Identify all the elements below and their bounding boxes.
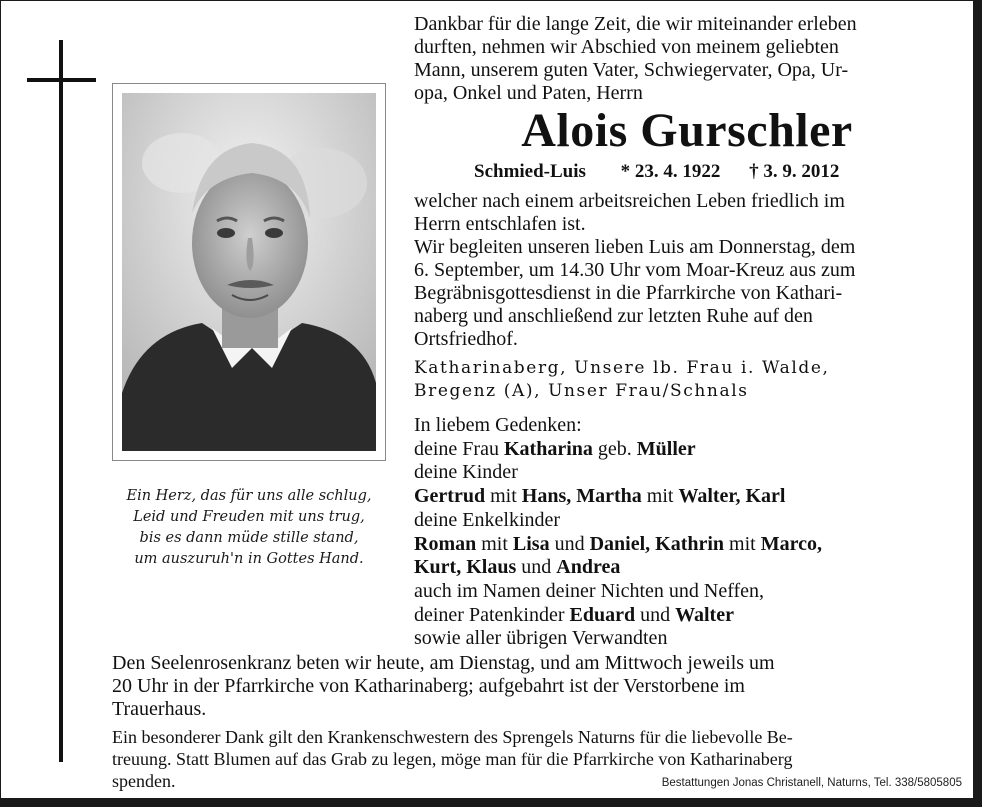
portrait-image [122,93,376,451]
relatives-line: sowie aller übrigen Verwandten [414,627,668,650]
poem-line: bis es dann müde stille stand, [139,530,359,546]
intro-line: durften, nehmen wir Abschied von meinem geliebten [414,36,839,58]
grandchildren-line: Roman mit Lisa und Daniel, Kathrin mit Marco, [414,532,822,555]
portrait-photo [122,93,376,451]
rosary-line: Den Seelenrosenkranz beten wir heute, am Dienstag, und am Mittwoch jeweils um [112,652,775,674]
intro-line: Dankbar für die lange Zeit, die wir miteinander erleben [414,13,857,35]
grandchildren-label: deine Enkelkinder [414,508,561,531]
birth-date: * 23. 4. 1922 [620,161,721,182]
godchildren-line: deiner Patenkinder Eduard und Walter [414,603,734,626]
rosary-line: 20 Uhr in der Pfarrkirche von Katharinaberg; aufgebahrt ist der Verstorbene im [112,675,745,697]
details-line: Begräbnisgottesdienst in die Pfarrkirche von Kathari- [414,282,843,304]
life-dates [474,160,839,184]
death-date: † 3. 9. 2012 [749,161,840,182]
poem-line: um auszuruh'n in Gottes Hand. [134,551,364,567]
mourners-heading: In liebem Gedenken: [414,414,582,436]
deceased-name: Alois Gurschler [521,104,853,157]
nieces-line: auch im Namen deiner Nichten und Neffen, [414,579,765,602]
details-line: Wir begleiten unseren lieben Luis am Donnerstag, dem [414,236,856,258]
memorial-poem [108,486,390,570]
children-line: Gertrud mit Hans, Martha mit Walter, Karl [414,485,786,508]
details-line: Herrn entschlafen ist. [414,213,586,235]
funeral-details [414,190,959,351]
details-line: 6. September, um 14.30 Uhr vom Moar-Kreuz aus zum [414,259,856,281]
thanks-line: treuung. Statt Blumen auf das Grab zu legen, möge man für die Pfarrkirche von Katharinaberg [112,749,793,769]
mourners-list [414,414,959,651]
portrait-frame [112,83,386,461]
places-line: Bregenz (A), Unser Frau/Schnals [414,381,749,401]
rosary-notice [112,652,957,721]
intro-line: Mann, unserem guten Vater, Schwiegervater, Opa, Ur- [414,59,849,81]
poem-line: Leid und Freuden mit uns trug, [133,509,365,525]
details-line: Ortsfriedhof. [414,328,518,350]
grandchildren-line: Kurt, Klaus und Andrea [414,556,621,579]
places-line: Katharinaberg, Unsere lb. Frau i. Walde, [414,358,830,378]
poem-line: Ein Herz, das für uns alle schlug, [126,488,372,504]
intro-text [414,13,954,105]
nickname: Schmied-Luis [474,161,586,182]
intro-line: opa, Onkel und Paten, Herrn [414,82,643,104]
children-label: deine Kinder [414,461,518,484]
details-line: welcher nach einem arbeitsreichen Leben friedlich im [414,190,845,212]
places-list [414,357,830,403]
details-line: naberg und anschließend zur letzten Ruhe auf den [414,305,813,327]
thanks-line: Ein besonderer Dank gilt den Krankenschwestern des Sprengels Naturns für die liebevolle Be- [112,727,793,747]
thanks-line: spenden. [112,771,176,791]
undertaker-credit: Bestattungen Jonas Christanell, Naturns, Tel. 338/5805805 [661,777,962,789]
wife-line: deine Frau Katharina geb. Müller [414,437,696,460]
rosary-line: Trauerhaus. [112,698,207,720]
